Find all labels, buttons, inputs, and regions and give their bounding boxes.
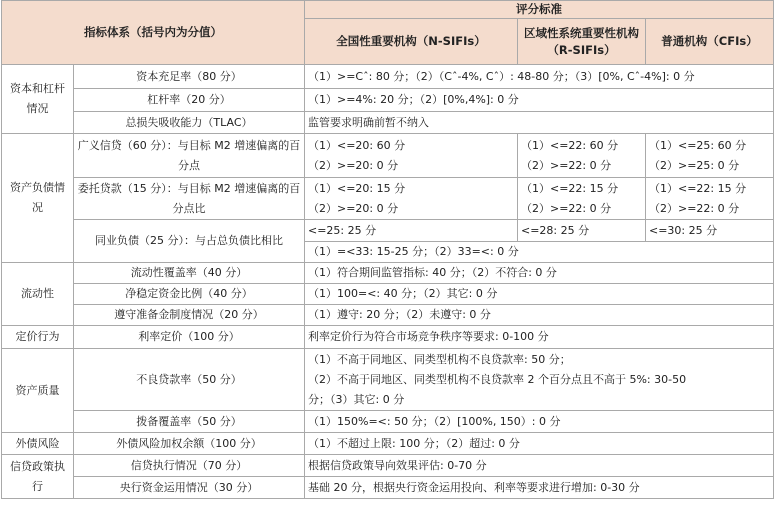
- standard-line: （2）不高于同地区、同类型机构不良贷款率 2 个百分点且不高于 5%: 30-50: [308, 372, 687, 386]
- indicator-tlac: 总损失吸收能力（TLAC）: [74, 112, 305, 134]
- category-pricing: 定价行为: [2, 326, 74, 349]
- standard-provision: （1）150%=<: 50 分；（2）[100%, 150）: 0 分: [305, 411, 774, 433]
- header-col-nsifi: 全国性重要机构（N-SIFIs）: [305, 19, 518, 65]
- standard-foreign-debt: （1）不超过上限: 100 分；（2）超过: 0 分: [305, 433, 774, 455]
- header-scoring-standard: 评分标准: [305, 1, 774, 19]
- indicator-reserve: 遵守准备金制度情况（20 分）: [74, 305, 305, 326]
- standard-line: （2）>=22: 0 分: [649, 201, 740, 215]
- standard-line: （2）>=20: 0 分: [308, 201, 399, 215]
- standard-line: （2）>=20: 0 分: [308, 158, 399, 172]
- standard-npl: [305, 349, 774, 411]
- standard-tlac: 监管要求明确前暂不纳入: [305, 112, 774, 134]
- mpa-scoring-table: [1, 0, 774, 499]
- category-credit-policy: 信贷政策执行: [2, 455, 74, 499]
- standard-car: （1）>=Cˆ: 80 分；（2）（Cˆ-4%, Cˆ）: 48-80 分；（3）[0%, Cˆ-4%]: 0 分: [305, 65, 774, 89]
- category-liquidity: 流动性: [2, 263, 74, 326]
- standard-line: （1）不高于同地区、同类型机构不良贷款率: 50 分；: [308, 352, 571, 366]
- standard-entrusted-nsifi: [305, 178, 518, 220]
- indicator-credit-execution: 信贷执行情况（70 分）: [74, 455, 305, 477]
- standard-credit-execution: 根据信贷政策导向效果评估: 0-70 分: [305, 455, 774, 477]
- indicator-nsfr: 净稳定资金比例（40 分）: [74, 284, 305, 305]
- header-indicator-system: 指标体系（括号内为分值）: [2, 1, 305, 65]
- standard-line: 分；（3）其它: 0 分: [308, 392, 405, 406]
- standard-entrusted-rsifi: [518, 178, 646, 220]
- standard-central-funds: 基础 20 分，根据央行资金运用投向、利率等要求进行增加: 0-30 分: [305, 477, 774, 499]
- standard-line: （1）<=25: 60 分: [649, 138, 747, 152]
- indicator-lcr: 流动性覆盖率（40 分）: [74, 263, 305, 284]
- standard-line: （1）<=20: 60 分: [308, 138, 406, 152]
- category-foreign-debt: 外债风险: [2, 433, 74, 455]
- standard-interbank-cfi: <=30: 25 分: [646, 220, 774, 242]
- indicator-broad-credit: 广义信贷（60 分）：与目标 M2 增速偏离的百分点: [74, 134, 305, 178]
- standard-line: （1）<=22: 15 分: [521, 181, 619, 195]
- standard-broad-nsifi: [305, 134, 518, 178]
- indicator-central-funds: 央行资金运用情况（30 分）: [74, 477, 305, 499]
- standard-line: （1）<=20: 15 分: [308, 181, 406, 195]
- indicator-foreign-debt: 外债风险加权余额（100 分）: [74, 433, 305, 455]
- standard-interbank-nsifi: <=25: 25 分: [305, 220, 518, 242]
- header-col-rsifi: 区域性系统重要性机构（R-SIFIs）: [518, 19, 646, 65]
- indicator-leverage: 杠杆率（20 分）: [74, 89, 305, 112]
- standard-line: （1）<=22: 60 分: [521, 138, 619, 152]
- standard-reserve: （1）遵守: 20 分；（2）未遵守: 0 分: [305, 305, 774, 326]
- standard-lcr: （1）符合期间监管指标: 40 分；（2）不符合: 0 分: [305, 263, 774, 284]
- indicator-provision: 拨备覆盖率（50 分）: [74, 411, 305, 433]
- category-capital: 资本和杠杆情况: [2, 65, 74, 134]
- indicator-car: 资本充足率（80 分）: [74, 65, 305, 89]
- standard-line: （2）>=22: 0 分: [521, 201, 612, 215]
- standard-line: （2）>=25: 0 分: [649, 158, 740, 172]
- category-asset-quality: 资产质量: [2, 349, 74, 433]
- standard-entrusted-cfi: [646, 178, 774, 220]
- category-liability: 资产负债情况: [2, 134, 74, 263]
- indicator-entrusted-loans: 委托贷款（15 分）：与目标 M2 增速偏离的百分点比: [74, 178, 305, 220]
- indicator-npl: 不良贷款率（50 分）: [74, 349, 305, 411]
- standard-leverage: （1）>=4%: 20 分；（2）[0%,4%]: 0 分: [305, 89, 774, 112]
- standard-interbank-rsifi: <=28: 25 分: [518, 220, 646, 242]
- standard-line: （2）>=22: 0 分: [521, 158, 612, 172]
- standard-broad-cfi: [646, 134, 774, 178]
- standard-line: （1）<=22: 15 分: [649, 181, 747, 195]
- header-col-cfi: 普通机构（CFIs）: [646, 19, 774, 65]
- indicator-rate-pricing: 利率定价（100 分）: [74, 326, 305, 349]
- standard-nsfr: （1）100=<: 40 分；（2）其它: 0 分: [305, 284, 774, 305]
- standard-rate-pricing: 利率定价行为符合市场竞争秩序等要求: 0-100 分: [305, 326, 774, 349]
- standard-broad-rsifi: [518, 134, 646, 178]
- standard-interbank-all: （1）=<33: 15-25 分；（2）33=<: 0 分: [305, 242, 774, 263]
- indicator-interbank-liabilities: 同业负债（25 分）：与占总负债比相比: [74, 220, 305, 263]
